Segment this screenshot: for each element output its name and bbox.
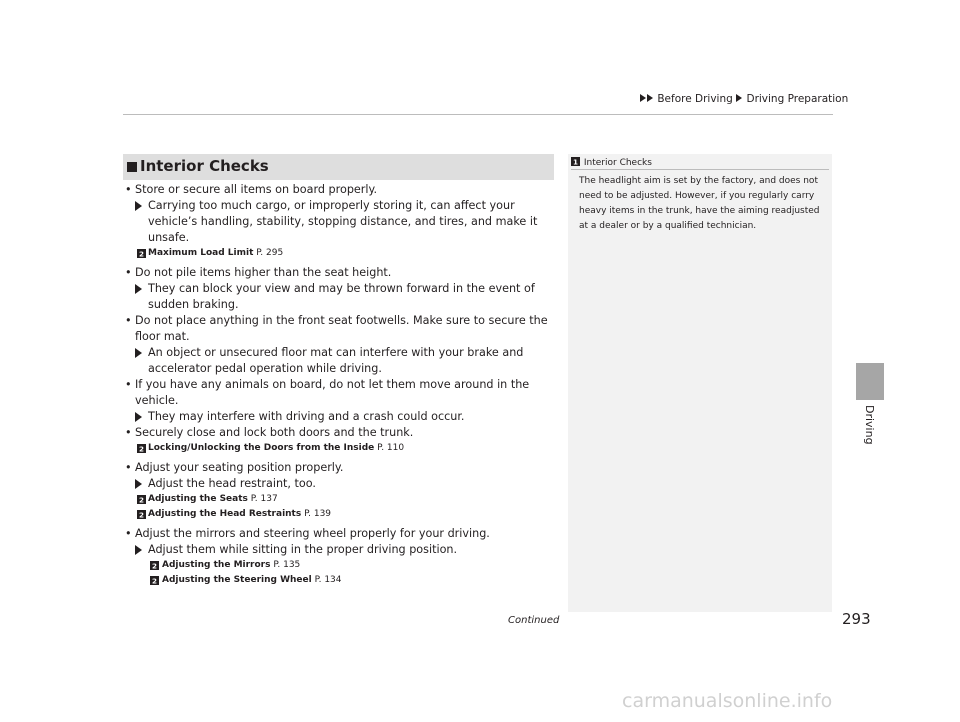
square-bullet-icon xyxy=(127,162,137,172)
main-content xyxy=(123,182,563,588)
arrow-icon xyxy=(135,284,142,294)
breadcrumb-item[interactable]: Driving Preparation xyxy=(746,93,849,105)
page-reference-link[interactable]: 2 Adjusting the Seats P. 137 xyxy=(138,494,278,504)
page-reference-link[interactable]: 2 Adjusting the Mirrors P. 135 xyxy=(151,560,301,570)
header-rule xyxy=(123,114,833,115)
arrow-icon xyxy=(135,479,142,489)
watermark: carmanualsonline.info xyxy=(622,690,833,712)
arrow-icon xyxy=(135,545,142,555)
svg-text:2: 2 xyxy=(151,576,158,585)
reference-icon xyxy=(150,561,159,570)
svg-text:2: 2 xyxy=(138,249,145,258)
bullet-item: • Adjust the mirrors and steering wheel properly for your driving. xyxy=(123,526,563,542)
page-number: 293 xyxy=(842,610,871,628)
section-title-bar xyxy=(123,154,554,180)
note-heading: 1 Interior Checks xyxy=(572,157,652,168)
sub-item: Adjust them while sitting in the proper driving position. xyxy=(123,542,563,558)
arrow-icon xyxy=(135,348,142,358)
svg-text:1: 1 xyxy=(572,157,579,166)
page-reference-link[interactable]: 2 Maximum Load Limit P. 295 xyxy=(138,248,284,258)
page-reference-link[interactable]: 2 Adjusting the Head Restraints P. 139 xyxy=(138,509,332,519)
chapter-tab[interactable] xyxy=(856,363,884,400)
sub-item: Carrying too much cargo, or improperly storing it, can affect your vehicle’s handling, stability, stopping distance, and tires, and make it unsafe. xyxy=(123,198,563,246)
page-reference-link[interactable]: 2 Locking/Unlocking the Doors from the Inside P. 110 xyxy=(138,443,405,453)
note-rule xyxy=(571,169,829,170)
section-title: Interior Checks xyxy=(140,157,269,175)
bullet-item: • Do not pile items higher than the seat height. xyxy=(123,265,563,281)
breadcrumb-arrow-icon xyxy=(647,94,653,102)
continued-label: Continued xyxy=(508,615,560,626)
bullet-item: • Adjust your seating position properly. xyxy=(123,460,563,476)
page-reference-link[interactable]: 2 Adjusting the Steering Wheel P. 134 xyxy=(151,575,342,585)
svg-text:2: 2 xyxy=(138,444,145,453)
svg-text:2: 2 xyxy=(138,510,145,519)
reference-icon xyxy=(150,576,159,585)
arrow-icon xyxy=(135,412,142,422)
chapter-tab-label: Driving xyxy=(863,405,876,445)
sub-item: They can block your view and may be thrown forward in the event of sudden braking. xyxy=(123,281,563,313)
svg-text:2: 2 xyxy=(151,561,158,570)
reference-icon xyxy=(137,249,146,258)
reference-icon xyxy=(137,510,146,519)
breadcrumb xyxy=(640,93,848,105)
reference-icon xyxy=(137,495,146,504)
sub-item: Adjust the head restraint, too. xyxy=(123,476,563,492)
arrow-icon xyxy=(135,201,142,211)
sub-item: An object or unsecured floor mat can interfere with your brake and accelerator pedal operation while driving. xyxy=(123,345,563,377)
bullet-item: • Do not place anything in the front seat footwells. Make sure to secure the floor mat. xyxy=(123,313,563,345)
breadcrumb-item[interactable]: Before Driving xyxy=(657,93,733,105)
reference-icon xyxy=(137,444,146,453)
sub-item: They may interfere with driving and a crash could occur. xyxy=(123,409,563,425)
breadcrumb-arrow-icon xyxy=(640,94,646,102)
svg-text:2: 2 xyxy=(138,495,145,504)
bullet-item: • Securely close and lock both doors and the trunk. xyxy=(123,425,563,441)
bullet-item: • If you have any animals on board, do not let them move around in the vehicle. xyxy=(123,377,563,409)
reference-icon xyxy=(571,157,580,166)
note-text: The headlight aim is set by the factory, and does not need to be adjusted. However, if you regularly carry heavy items in the trunk, have the aiming readjusted at a dealer or by a qualified technician. xyxy=(579,176,820,231)
bullet-item: • Store or secure all items on board properly. xyxy=(123,182,563,198)
breadcrumb-arrow-icon xyxy=(736,94,742,102)
